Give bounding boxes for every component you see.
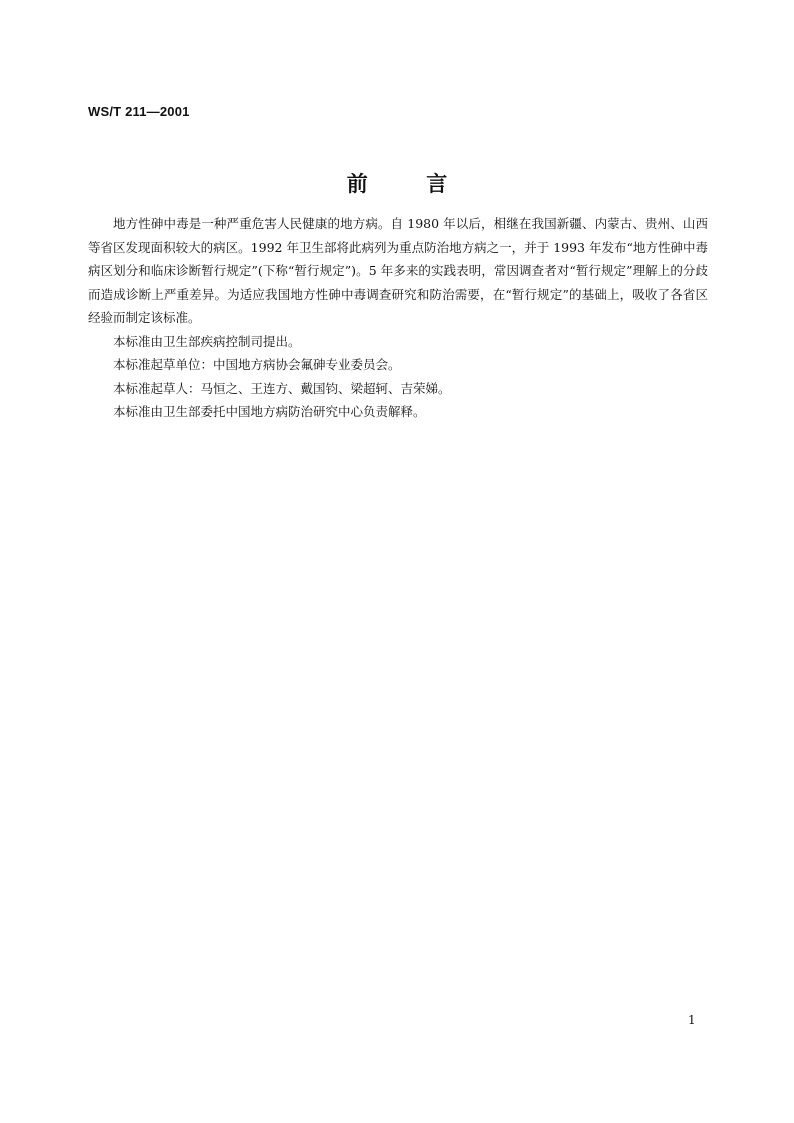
page-number: 1	[688, 1013, 696, 1027]
page-title: 前 言	[346, 172, 448, 196]
paragraph-background: 地方性砷中毒是一种严重危害人民健康的地方病。自 1980 年以后，相继在我国新疆、内蒙古、贵州、山西等省区发现面积较大的病区。1992 年卫生部将此病列为重点防治地方病之一，并于 1993 年发布“地方性砷中毒病区划分和临床诊断暂行规定”(下称“暂行规定”)。5 年多来的实践表明，常因调查者对“暂行规定”理解上的分歧而造成诊断上严重差异。为适应我国地方性砷中毒调查研究和防治需要，在“暂行规定”的基础上，吸收了各省区经验而制定该标准。	[88, 216, 708, 325]
paragraph-interpretation: 本标准由卫生部委托中国地方病防治研究中心负责解释。	[113, 404, 426, 419]
paragraph-drafting-unit: 本标准起草单位：中国地方病协会氟砷专业委员会。	[113, 357, 401, 372]
paragraph-proposer: 本标准由卫生部疾病控制司提出。	[113, 333, 301, 349]
paragraph-drafters: 本标准起草人：马恒之、王连方、戴国钧、梁超轲、吉荣娣。	[113, 380, 451, 396]
foreword-body	[88, 212, 708, 424]
standard-code: WS/T 211—2001	[88, 104, 190, 119]
